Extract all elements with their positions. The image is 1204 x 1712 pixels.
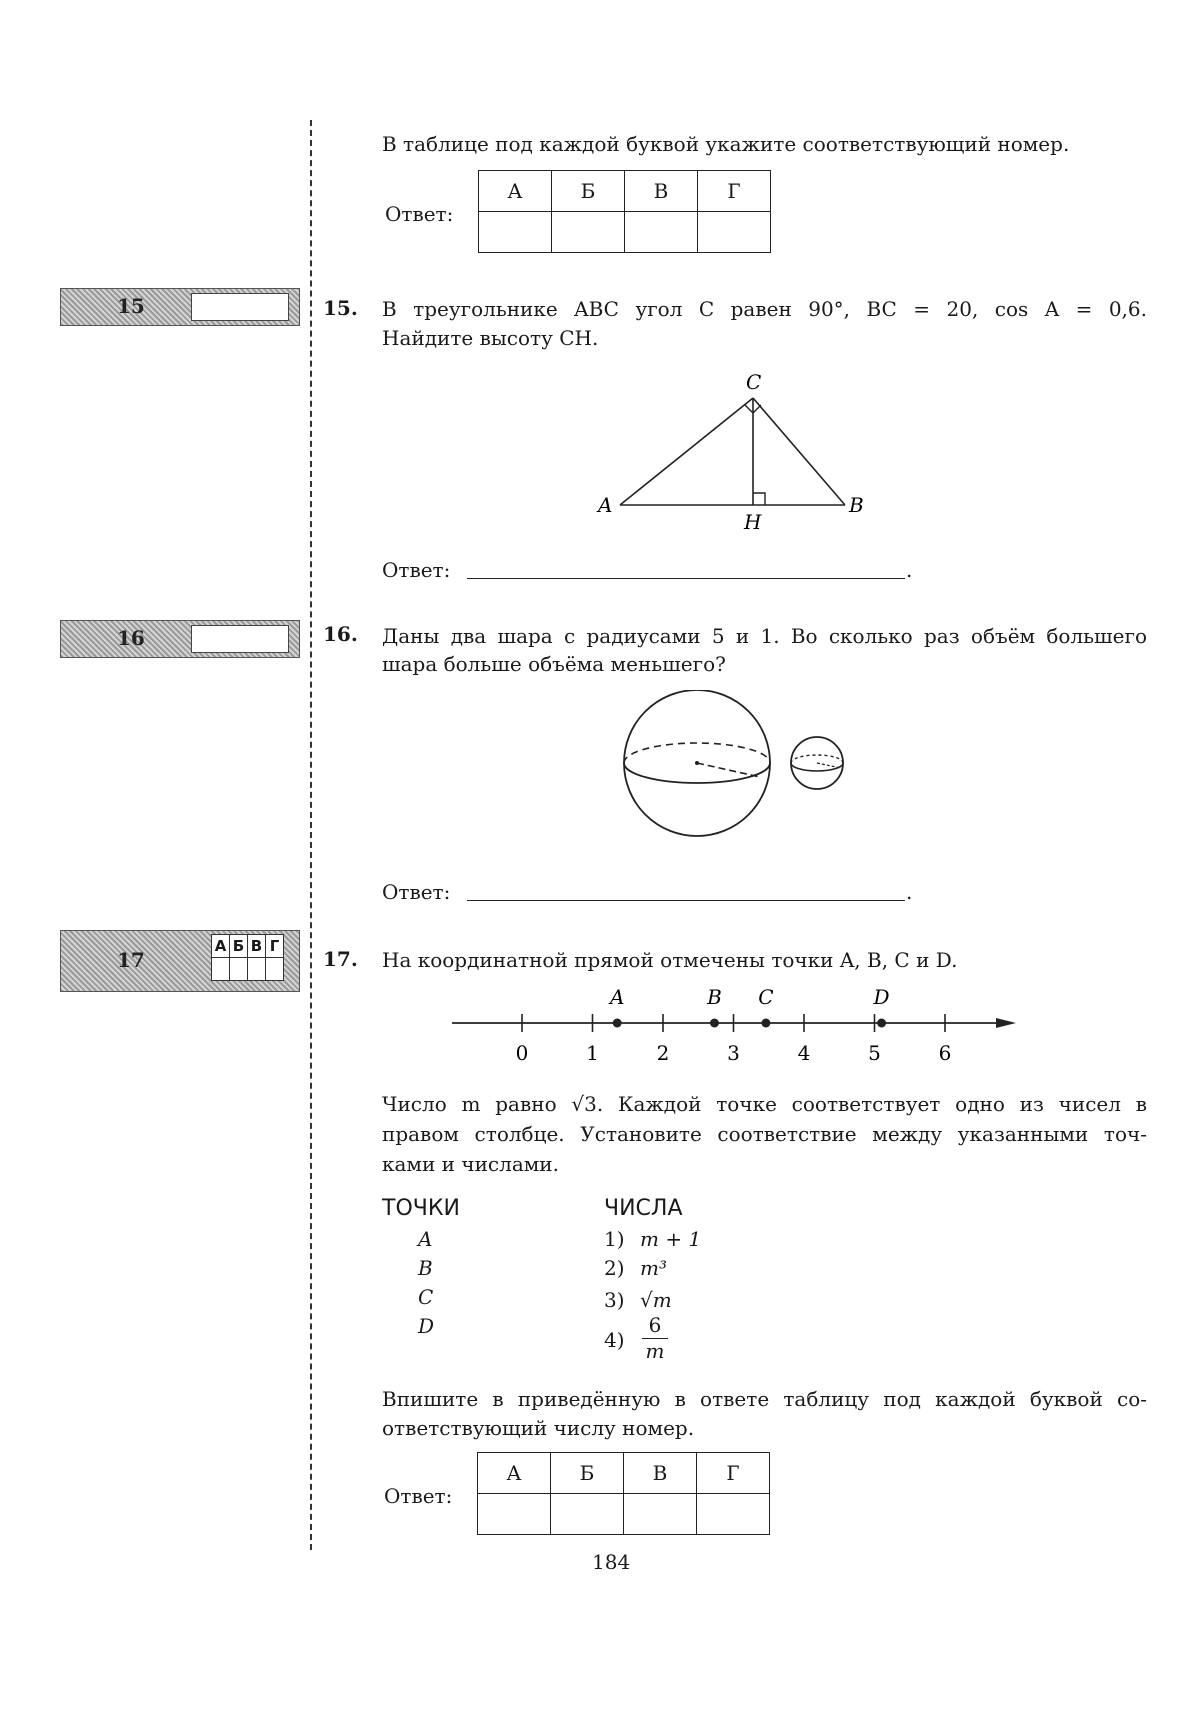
answer-cell[interactable]	[478, 1494, 551, 1535]
cut-line	[310, 120, 312, 1550]
q16-answer-line[interactable]	[467, 900, 905, 901]
answer-cell[interactable]	[625, 212, 698, 253]
number-line	[440, 978, 1020, 1063]
tick-label: 6	[938, 1041, 952, 1063]
point-d-marker	[877, 1019, 886, 1028]
q17-line1: На координатной прямой отмечены точки A, B, C и D.	[382, 948, 958, 972]
answer-cell[interactable]	[624, 1494, 697, 1535]
tick-label: 2	[656, 1041, 670, 1063]
grid-cell[interactable]	[266, 958, 284, 981]
tick-label: 4	[797, 1041, 811, 1063]
fraction	[642, 1313, 668, 1364]
score-abvg-grid	[211, 934, 284, 981]
fraction-numerator: 6	[642, 1313, 668, 1339]
point-b-marker	[710, 1019, 719, 1028]
q15-answer-line[interactable]	[467, 578, 905, 579]
q15-line2: Найдите высоту CH.	[382, 326, 599, 350]
q16-number: 16.	[323, 622, 358, 646]
point-item: B	[418, 1256, 433, 1280]
option-number: 3)	[604, 1288, 625, 1312]
grid-letter: А	[212, 935, 230, 958]
numbers-header: ЧИСЛА	[604, 1196, 683, 1221]
score-box-label: 15	[117, 294, 145, 318]
q16-answer-end: .	[906, 880, 913, 904]
q17-number: 17.	[323, 947, 358, 971]
points-header: ТОЧКИ	[382, 1196, 460, 1221]
point-a-marker	[613, 1019, 622, 1028]
point-d-label: D	[873, 985, 890, 1009]
vertex-label-c: C	[746, 370, 762, 394]
q17-answer-table	[477, 1452, 770, 1535]
q15-number: 15.	[323, 296, 358, 320]
grid-cell[interactable]	[248, 958, 266, 981]
grid-letter: Б	[230, 935, 248, 958]
option-number: 4)	[604, 1328, 625, 1352]
q16-answer-label: Ответ:	[382, 880, 451, 904]
letter-cell: Г	[697, 1453, 770, 1494]
score-field[interactable]	[191, 293, 289, 321]
intro-text: В таблице под каждой буквой укажите соответствующий номер.	[382, 132, 1070, 156]
score-box-17	[60, 930, 300, 992]
tick-label: 5	[868, 1041, 881, 1063]
score-box-label: 16	[117, 626, 145, 650]
option-expr: √m	[640, 1288, 672, 1312]
letter-cell: Б	[552, 171, 625, 212]
letter-cell: Б	[551, 1453, 624, 1494]
tick-label: 1	[586, 1041, 599, 1063]
page-number: 184	[592, 1550, 631, 1574]
score-box-label: 17	[117, 948, 145, 972]
q15-answer-label: Ответ:	[382, 558, 451, 582]
option-expr: m + 1	[640, 1227, 702, 1251]
letter-cell: А	[479, 171, 552, 212]
letter-cell: А	[478, 1453, 551, 1494]
point-a-label: A	[609, 985, 625, 1009]
point-c-label: C	[758, 985, 774, 1009]
point-item: A	[418, 1227, 433, 1251]
score-box-16	[60, 620, 300, 658]
q17-answer-label: Ответ:	[384, 1484, 453, 1508]
intro-answer-table	[478, 170, 771, 253]
letter-cell: В	[624, 1453, 697, 1494]
answer-cell[interactable]	[479, 212, 552, 253]
vertex-label-h: H	[744, 510, 762, 534]
answer-cell[interactable]	[698, 212, 771, 253]
q17-para3: ками и числами.	[382, 1152, 559, 1176]
point-item: D	[418, 1314, 435, 1338]
q16-line2: шара больше объёма меньшего?	[382, 652, 726, 676]
q15-line1: В треугольнике ABC угол C равен 90°, BC = 20, cos A = 0,6.	[382, 297, 1147, 321]
grid-letter: Г	[266, 935, 284, 958]
option-expr: m³	[640, 1256, 667, 1280]
option-number: 2)	[604, 1256, 625, 1280]
score-box-15	[60, 288, 300, 326]
spheres-figure	[615, 690, 855, 840]
grid-cell[interactable]	[212, 958, 230, 981]
q17-para1: Число m равно √3. Каждой точке соответствует одно из чисел в	[382, 1092, 1147, 1116]
point-b-label: B	[707, 985, 722, 1009]
vertex-label-b: B	[849, 493, 864, 517]
fraction-denominator: m	[645, 1339, 665, 1363]
q15-answer-end: .	[906, 558, 913, 582]
point-item: C	[418, 1285, 434, 1309]
option-number: 1)	[604, 1227, 625, 1251]
answer-cell[interactable]	[552, 212, 625, 253]
vertex-label-a: A	[598, 493, 613, 517]
grid-cell[interactable]	[230, 958, 248, 981]
q17-instr2: ответствующий числу номер.	[382, 1416, 695, 1440]
tick-label: 0	[515, 1041, 529, 1063]
q17-instr1: Впишите в приведённую в ответе таблицу под каждой буквой со-	[382, 1387, 1147, 1411]
point-c-marker	[761, 1019, 770, 1028]
answer-cell[interactable]	[697, 1494, 770, 1535]
q17-para2: правом столбце. Установите соответствие между указанными точ-	[382, 1122, 1147, 1146]
number-line-arrow	[996, 1018, 1016, 1028]
intro-answer-label: Ответ:	[385, 202, 454, 226]
answer-cell[interactable]	[551, 1494, 624, 1535]
letter-cell: В	[625, 171, 698, 212]
score-field[interactable]	[191, 625, 289, 653]
tick-label: 3	[727, 1041, 740, 1063]
letter-cell: Г	[698, 171, 771, 212]
triangle-figure	[590, 365, 880, 540]
q16-line1: Даны два шара с радиусами 5 и 1. Во сколько раз объём большего	[382, 624, 1147, 648]
grid-letter: В	[248, 935, 266, 958]
